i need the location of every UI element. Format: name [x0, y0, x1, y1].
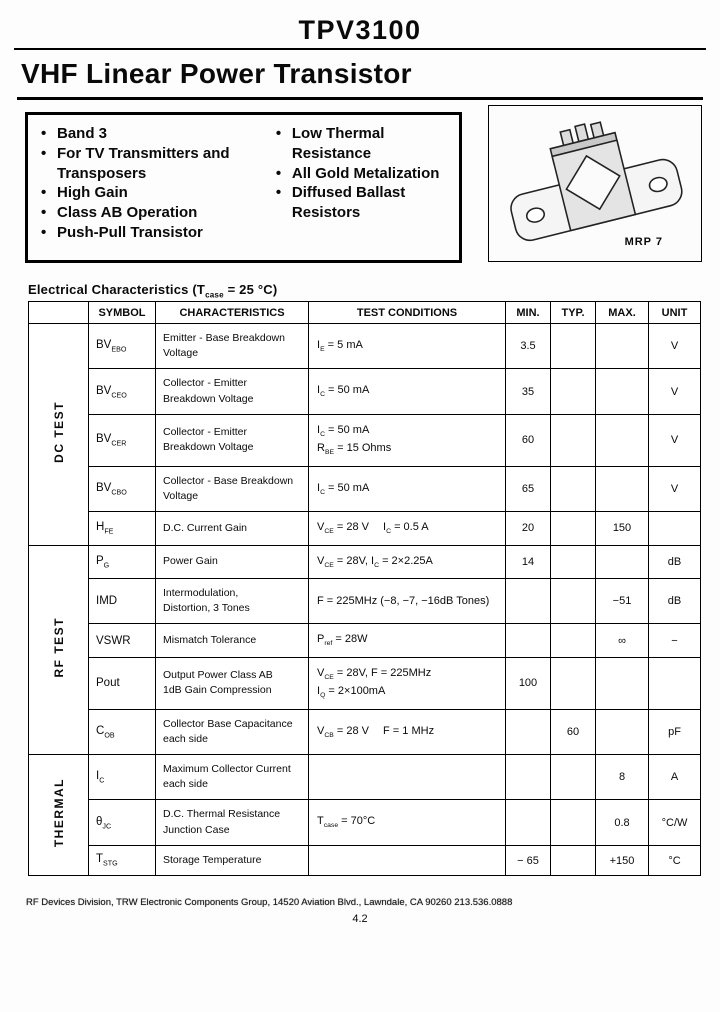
cell-typ: [551, 800, 596, 845]
feature-text: Diffused Ballast Resistors: [291, 184, 406, 222]
column-header: MAX.: [596, 302, 649, 324]
feature-item: [41, 223, 264, 243]
feature-item: [276, 183, 453, 223]
cell-min: [506, 800, 551, 845]
cell-typ: [551, 755, 596, 800]
cell-max: [596, 414, 649, 466]
bullet-icon: •: [41, 125, 47, 142]
footer-text: RF Devices Division, TRW Electronic Components Group, 14520 Aviation Blvd., Lawndale, CA 90260 213.536.0888: [26, 897, 513, 908]
cell-unit: V: [649, 324, 701, 369]
bullet-icon: •: [275, 164, 282, 182]
bullet-icon: •: [41, 184, 47, 202]
package-drawing: [489, 106, 700, 260]
cell-min: 60: [506, 414, 551, 466]
cell-conditions: $T_{case} = 70^\circ C$: [309, 800, 506, 845]
cell-min: 14: [506, 545, 551, 578]
cell-typ: [551, 324, 596, 369]
cell-unit: −: [649, 624, 701, 657]
cell-typ: [551, 414, 596, 466]
cell-characteristic: Mismatch Tolerance: [156, 624, 309, 657]
feature-item: [41, 144, 264, 184]
cell-typ: [551, 369, 596, 414]
table-row: [29, 709, 701, 754]
cell-typ: [551, 845, 596, 875]
feature-text: All Gold Metalization: [291, 164, 440, 182]
features-left: [41, 124, 264, 254]
features-right: [276, 124, 453, 254]
feature-text: Low Thermal Resistance: [291, 125, 385, 162]
cell-symbol: $BV_{EBO}$: [89, 324, 156, 369]
doc-title: TPV3100: [298, 15, 422, 45]
features-panel: [25, 112, 462, 263]
cell-min: [506, 709, 551, 754]
cell-max: 150: [596, 512, 649, 545]
cell-conditions: $I_C = 50$ mA: [309, 369, 506, 414]
cell-max: [596, 369, 649, 414]
cell-unit: °C/W: [649, 800, 701, 845]
row-group-label: RF TEST: [29, 545, 89, 755]
table-header-row: [29, 302, 701, 324]
cell-min: 3.5: [506, 324, 551, 369]
feature-item: [41, 124, 264, 144]
page-number: 4.2: [352, 913, 368, 925]
cell-max: [596, 466, 649, 511]
table-row: [29, 657, 701, 709]
feature-text: Band 3: [57, 125, 108, 142]
table-corner-cell: [29, 302, 89, 324]
table-row: [29, 466, 701, 511]
feature-text: High Gain: [57, 184, 128, 202]
cell-conditions: [309, 755, 506, 800]
package-panel: [488, 105, 702, 262]
cell-unit: [649, 657, 701, 709]
table-row: [29, 845, 701, 875]
cell-typ: [551, 512, 596, 545]
page-title: VHF Linear Power Transistor: [21, 58, 412, 89]
cell-symbol: $C_{OB}$: [89, 709, 156, 754]
cell-characteristic: Emitter - Base Breakdown Voltage: [156, 324, 309, 369]
cell-symbol: $H_{FE}$: [89, 512, 156, 545]
cell-symbol: $BV_{CBO}$: [89, 466, 156, 511]
cell-symbol: IMD: [89, 578, 156, 623]
cell-max: ∞: [596, 624, 649, 657]
cell-unit: V: [649, 414, 701, 466]
row-group-label: DC TEST: [29, 324, 89, 546]
cell-max: 0.8: [596, 800, 649, 845]
cell-characteristic: Maximum Collector Current each side: [156, 755, 309, 800]
feature-text: For TV Transmitters and Transposers: [57, 144, 230, 182]
table-row: [29, 545, 701, 578]
title-rule: [14, 48, 706, 50]
bullet-icon: •: [275, 184, 282, 202]
bullet-icon: •: [41, 223, 47, 241]
table-row: [29, 755, 701, 800]
cell-typ: [551, 578, 596, 623]
cell-typ: [551, 657, 596, 709]
table-row: [29, 369, 701, 414]
section-title: Electrical Characteristics ($T_{case} = 25$ °C): [28, 282, 278, 300]
cell-characteristic: D.C. Current Gain: [156, 512, 309, 545]
cell-conditions: $V_{CE} = 28V$, $I_C = 2\times 2.25A$: [309, 545, 506, 578]
cell-unit: dB: [649, 578, 701, 623]
feature-text: Push-Pull Transistor: [57, 223, 203, 241]
column-header: CHARACTERISTICS: [156, 302, 309, 324]
cell-min: [506, 578, 551, 623]
cell-unit: °C: [649, 845, 701, 875]
cell-unit: V: [649, 369, 701, 414]
cell-symbol: $I_C$: [89, 755, 156, 800]
bullet-icon: •: [275, 125, 282, 142]
feature-item: [276, 164, 453, 184]
cell-max: [596, 709, 649, 754]
table-body: [29, 324, 701, 876]
feature-item: [41, 203, 264, 223]
table-row: [29, 578, 701, 623]
cell-min: − 65: [506, 845, 551, 875]
package-name-label: MRP 7: [624, 236, 663, 248]
feature-item: [276, 124, 453, 164]
cell-min: [506, 755, 551, 800]
cell-conditions: $P_{ref} = 28W$: [309, 624, 506, 657]
cell-characteristic: Collector - Emitter Breakdown Voltage: [156, 369, 309, 414]
cell-characteristic: Collector - Emitter Breakdown Voltage: [156, 414, 309, 466]
cell-characteristic: Intermodulation, Distortion, 3 Tones: [156, 578, 309, 623]
table-row: [29, 414, 701, 466]
cell-symbol: VSWR: [89, 624, 156, 657]
cell-unit: [649, 512, 701, 545]
cell-symbol: $T_{STG}$: [89, 845, 156, 875]
cell-min: 100: [506, 657, 551, 709]
cell-min: 65: [506, 466, 551, 511]
cell-max: [596, 324, 649, 369]
cell-conditions: [309, 845, 506, 875]
cell-typ: [551, 545, 596, 578]
electrical-characteristics-table: [28, 301, 701, 876]
cell-conditions: $V_{CE} = 28V$, F = 225MHz $I_Q = 2\times 100mA$: [309, 657, 506, 709]
cell-typ: [551, 466, 596, 511]
cell-typ: [551, 624, 596, 657]
cell-unit: V: [649, 466, 701, 511]
cell-characteristic: Output Power Class AB 1dB Gain Compression: [156, 657, 309, 709]
cell-characteristic: Power Gain: [156, 545, 309, 578]
cell-symbol: Pout: [89, 657, 156, 709]
column-header: TEST CONDITIONS: [309, 302, 506, 324]
feature-item: [41, 183, 264, 203]
cell-symbol: $BV_{CER}$: [89, 414, 156, 466]
cell-max: −51: [596, 578, 649, 623]
cell-max: [596, 657, 649, 709]
cell-characteristic: Storage Temperature: [156, 845, 309, 875]
cell-max: +150: [596, 845, 649, 875]
cell-conditions: F = 225MHz (−8, −7, −16dB Tones): [309, 578, 506, 623]
cell-conditions: $V_{CB} = 28$ V F = 1 MHz: [309, 709, 506, 754]
cell-min: [506, 624, 551, 657]
table-row: [29, 324, 701, 369]
cell-unit: pF: [649, 709, 701, 754]
column-header: SYMBOL: [89, 302, 156, 324]
cell-typ: 60: [551, 709, 596, 754]
cell-max: 8: [596, 755, 649, 800]
table-row: [29, 512, 701, 545]
cell-conditions: $I_C = 50$ mA $R_{BE} = 15$ Ohms: [309, 414, 506, 466]
cell-symbol: $BV_{CEO}$: [89, 369, 156, 414]
feature-text: Class AB Operation: [57, 204, 198, 222]
bullet-icon: •: [41, 144, 47, 162]
table-row: [29, 800, 701, 845]
cell-symbol: $\theta_{JC}$: [89, 800, 156, 845]
cell-characteristic: Collector Base Capacitance each side: [156, 709, 309, 754]
cell-unit: A: [649, 755, 701, 800]
cell-conditions: $I_C = 50$ mA: [309, 466, 506, 511]
row-group-label: THERMAL: [29, 755, 89, 876]
heading-rule: [17, 97, 703, 100]
cell-conditions: $I_E = 5$ mA: [309, 324, 506, 369]
cell-symbol: $P_G$: [89, 545, 156, 578]
cell-unit: dB: [649, 545, 701, 578]
cell-characteristic: D.C. Thermal Resistance Junction Case: [156, 800, 309, 845]
bullet-icon: •: [41, 204, 47, 222]
cell-min: 20: [506, 512, 551, 545]
column-header: TYP.: [551, 302, 596, 324]
column-header: MIN.: [506, 302, 551, 324]
cell-min: 35: [506, 369, 551, 414]
column-header: UNIT: [649, 302, 701, 324]
cell-max: [596, 545, 649, 578]
cell-conditions: $V_{CE} = 28$ V $I_C = 0.5$ A: [309, 512, 506, 545]
table-row: [29, 624, 701, 657]
cell-characteristic: Collector - Base Breakdown Voltage: [156, 466, 309, 511]
